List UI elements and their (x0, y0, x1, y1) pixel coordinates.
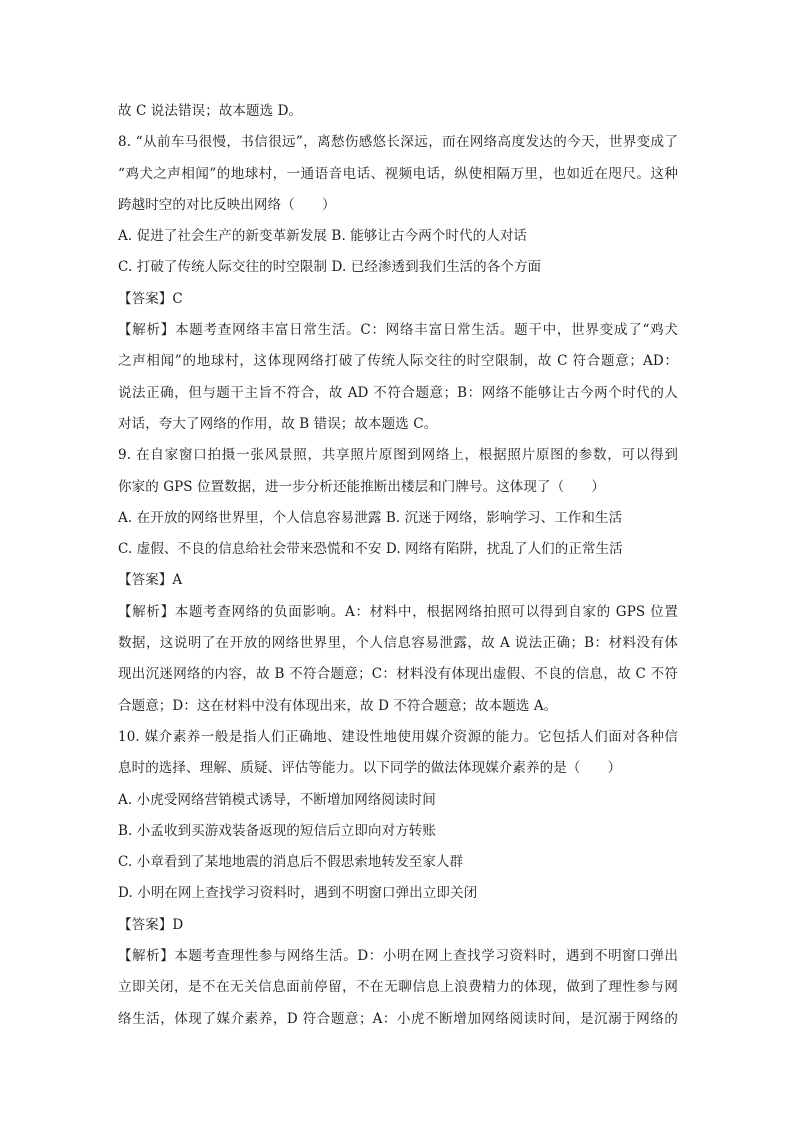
question-8-answer: 【答案】C (118, 290, 183, 307)
question-9-answer: 【答案】A (118, 572, 183, 589)
question-8-options-ab: A. 促进了社会生产的新变革新发展 B. 能够让古今两个时代的人对话 (118, 228, 528, 245)
question-8-options-cd: C. 打破了传统人际交往的时空限制 D. 已经渗透到我们生活的各个方面 (118, 259, 542, 276)
question-9-stem-line-2: 你家的 GPS 位置数据，进一步分析还能推断出楼层和门牌号。这体现了（ ） (118, 478, 605, 495)
question-9-analysis-line-4: 合题意；D：这在材料中没有体现出来，故 D 不符合题意；故本题选 A。 (118, 697, 558, 714)
question-10-analysis-line-3: 络生活，体现了媒介素养，D 符合题意；A：小虎不断增加网络阅读时间，是沉溺于网络的 (118, 1010, 678, 1027)
question-10-stem-line-2: 息时的选择、理解、质疑、评估等能力。以下同学的做法体现媒介素养的是（ ） (118, 760, 622, 777)
document-body (118, 96, 678, 1035)
question-10-option-c: C. 小章看到了某地地震的消息后不假思索地转发至家人群 (118, 854, 464, 871)
question-8-stem-line-1: 8. “从前车马很慢，书信很远”，离愁伤感悠长深远，而在网络高度发达的今天，世界变成了 (118, 134, 678, 151)
question-10-option-d: D. 小明在网上查找学习资料时，遇到不明窗口弹出立即关闭 (118, 885, 478, 902)
question-9-analysis-line-1: 【解析】本题考查网络的负面影响。A：材料中，根据网络拍照可以得到自家的 GPS 位置 (118, 603, 678, 620)
question-9-stem-line-1: 9. 在自家窗口拍摄一张风景照，共享照片原图到网络上，根据照片原图的参数，可以得到 (118, 447, 678, 464)
question-9-analysis-line-3: 现出沉迷网络的内容，故 B 不符合题意；C：材料没有体现出虚假、不良的信息，故 C 不符 (118, 666, 678, 683)
question-10-option-a: A. 小虎受网络营销模式诱导，不断增加网络阅读时间 (118, 791, 436, 808)
question-9-options-cd: C. 虚假、不良的信息给社会带来恐慌和不安 D. 网络有陷阱，扰乱了人们的正常生活 (118, 541, 623, 558)
question-8-analysis-line-3: 说法正确，但与题干主旨不符合，故 AD 不符合题意；B：网络不能够让古今两个时代的人 (118, 384, 678, 401)
question-10-analysis-line-2: 立即关闭，是不在无关信息面前停留，不在无聊信息上浪费精力的体现，做到了理性参与网 (118, 979, 678, 996)
question-10-stem-line-1: 10. 媒介素养一般是指人们正确地、建设性地使用媒介资源的能力。它包括人们面对各种信 (118, 728, 678, 745)
question-10-option-b: B. 小孟收到买游戏装备返现的短信后立即向对方转账 (118, 822, 437, 839)
question-8-analysis-line-2: 之声相闻”的地球村，这体现网络打破了传统人际交往的时空限制，故 C 符合题意；AD： (118, 353, 678, 370)
question-9-analysis-line-2: 数据，这说明了在开放的网络世界里，个人信息容易泄露，故 A 说法正确；B：材料没有体 (118, 635, 678, 652)
question-8-stem-line-2: “鸡犬之声相闻”的地球村，一通语音电话、视频电话，纵使相隔万里，也如近在咫尺。这种 (118, 165, 678, 182)
question-8-stem-line-3: 跨越时空的对比反映出网络（ ） (118, 196, 336, 213)
question-10-analysis-line-1: 【解析】本题考查理性参与网络生活。D：小明在网上查找学习资料时，遇到不明窗口弹出 (118, 948, 678, 965)
question-9-options-ab: A. 在开放的网络世界里，个人信息容易泄露 B. 沉迷于网络，影响学习、工作和生活 (118, 509, 623, 526)
question-8-analysis-line-1: 【解析】本题考查网络丰富日常生活。C：网络丰富日常生活。题干中，世界变成了“鸡犬 (118, 322, 678, 339)
question-8-analysis-line-4: 对话，夸大了网络的作用，故 B 错误；故本题选 C。 (118, 415, 438, 432)
question-10-answer: 【答案】D (118, 916, 184, 933)
text-line-1: 故 C 说法错误；故本题选 D。 (118, 103, 303, 119)
